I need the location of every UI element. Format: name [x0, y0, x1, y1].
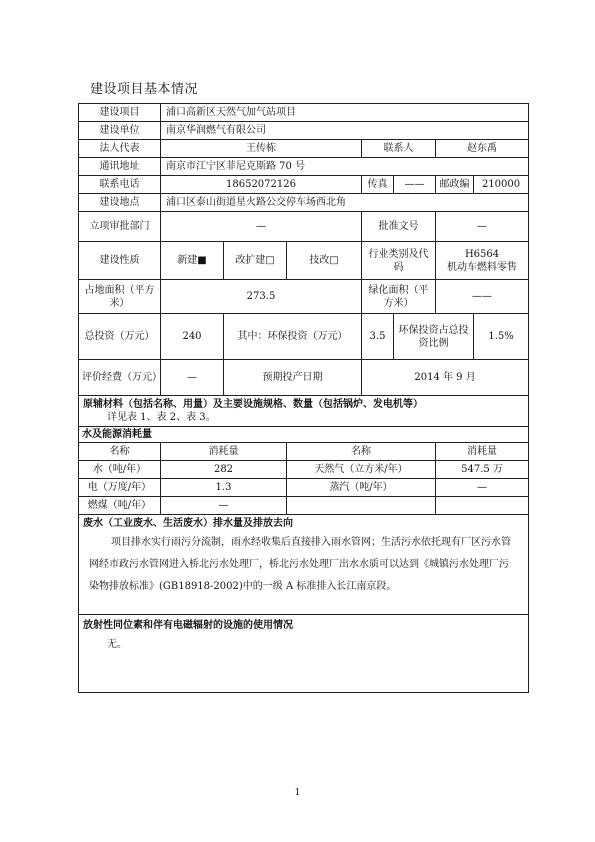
energy-value: —: [161, 497, 287, 515]
env-invest-value: 3.5: [362, 314, 394, 360]
energy-name: 电（万度/年）: [79, 479, 161, 497]
page-number: 1: [294, 788, 301, 798]
fax-label: 传真: [362, 176, 394, 194]
postcode-value: 210000: [474, 176, 529, 194]
postcode-label: 邮政编: [436, 176, 474, 194]
green-value: ——: [436, 280, 529, 314]
energy-col-name2: 名称: [287, 443, 436, 461]
eval-fee-value: —: [161, 360, 224, 396]
energy-value: 282: [161, 461, 287, 479]
nature-tech: 技改□: [287, 242, 362, 280]
project-name-label: 建设项目: [79, 104, 161, 122]
approval-no-label: 批准文号: [362, 212, 436, 242]
radiation-text: 无。: [107, 639, 127, 650]
unit-value: 南京华润燃气有限公司: [161, 122, 529, 140]
nature-new: 新建■: [161, 242, 224, 280]
phone-value: 18652072126: [161, 176, 362, 194]
area-value: 273.5: [161, 280, 362, 314]
waste-section: [79, 515, 529, 615]
env-invest-label: 其中：环保投资（万元）: [224, 314, 362, 360]
nature-label: 建设性质: [79, 242, 161, 280]
contact-value: 赵东禹: [436, 140, 529, 158]
legal-rep-value: 王传栋: [161, 140, 362, 158]
energy-col-cons1: 消耗量: [161, 443, 287, 461]
legal-rep-label: 法人代表: [79, 140, 161, 158]
fax-value: ——: [394, 176, 436, 194]
env-ratio-label: 环保投资占总投资比例: [394, 314, 474, 360]
approval-no-value: —: [436, 212, 529, 242]
green-label: 绿化面积（平方米）: [362, 280, 436, 314]
location-label: 建设地点: [79, 194, 161, 212]
radiation-heading: 放射性同位素和伴有电磁辐射的设施的使用情况: [83, 620, 293, 631]
industry-name: 机动车燃料零售: [447, 261, 518, 273]
radiation-section: [79, 615, 529, 693]
industry-value: [436, 242, 529, 280]
industry-label: 行业类别及代码: [362, 242, 436, 280]
location-value: 浦口区泰山街道星火路公交停车场西北角: [161, 194, 529, 212]
energy-name: 水（吨/年）: [79, 461, 161, 479]
energy-name: 天然气（立方米/年）: [287, 461, 436, 479]
contact-label: 联系人: [362, 140, 436, 158]
energy-value: —: [436, 479, 529, 497]
energy-name: [287, 497, 436, 515]
address-label: 通讯地址: [79, 158, 161, 176]
energy-value: 1.3: [161, 479, 287, 497]
waste-text: 项目排水实行雨污分流制，雨水经收集后直接排入雨水管网；生活污水依托现有厂区污水管网经市政污水管网进入桥北污水处理厂，桥北污水处理厂出水水质可以达到《城镇污水处理厂污染物排放标准》(GB18918-2002)中的一级 A 标准排入长江南京段。: [89, 537, 511, 592]
approval-dept-value: —: [161, 212, 362, 242]
energy-value: 547.5 万: [436, 461, 529, 479]
phone-label: 联系电话: [79, 176, 161, 194]
project-info-table: [78, 103, 529, 693]
energy-col-name1: 名称: [79, 443, 161, 461]
invest-value: 240: [161, 314, 224, 360]
table-row: [79, 461, 529, 479]
env-ratio-value: 1.5%: [474, 314, 529, 360]
area-label: 占地面积（平方米）: [79, 280, 161, 314]
approval-dept-label: 立项审批部门: [79, 212, 161, 242]
project-name: 浦口高新区天然气加气站项目: [161, 104, 529, 122]
prod-date-value: 2014 年 9 月: [362, 360, 529, 396]
eval-fee-label: 评价经费（万元）: [79, 360, 161, 396]
table-row: [79, 497, 529, 515]
waste-heading: 废水（工业废水、生活废水）排水量及排放去向: [83, 518, 293, 529]
materials-heading: 原辅材料（包括名称、用量）及主要设施规格、数量（包括锅炉、发电机等）: [83, 399, 423, 410]
materials-section: [79, 396, 529, 427]
industry-code: H6564: [464, 248, 500, 260]
energy-heading: 水及能源消耗量: [79, 427, 529, 443]
energy-col-cons2: 消耗量: [436, 443, 529, 461]
materials-text: 详见表 1、表 2、表 3。: [107, 412, 216, 423]
energy-name: 燃煤（吨/年）: [79, 497, 161, 515]
invest-label: 总投资（万元）: [79, 314, 161, 360]
energy-name: 蒸汽（吨/年）: [287, 479, 436, 497]
nature-expand: 改扩建□: [224, 242, 287, 280]
page-title: 建设项目基本情况: [90, 82, 199, 97]
address-value: 南京市江宁区菲尼克斯路 70 号: [161, 158, 529, 176]
energy-value: [436, 497, 529, 515]
unit-label: 建设单位: [79, 122, 161, 140]
table-row: [79, 479, 529, 497]
prod-date-label: 预期投产日期: [224, 360, 362, 396]
